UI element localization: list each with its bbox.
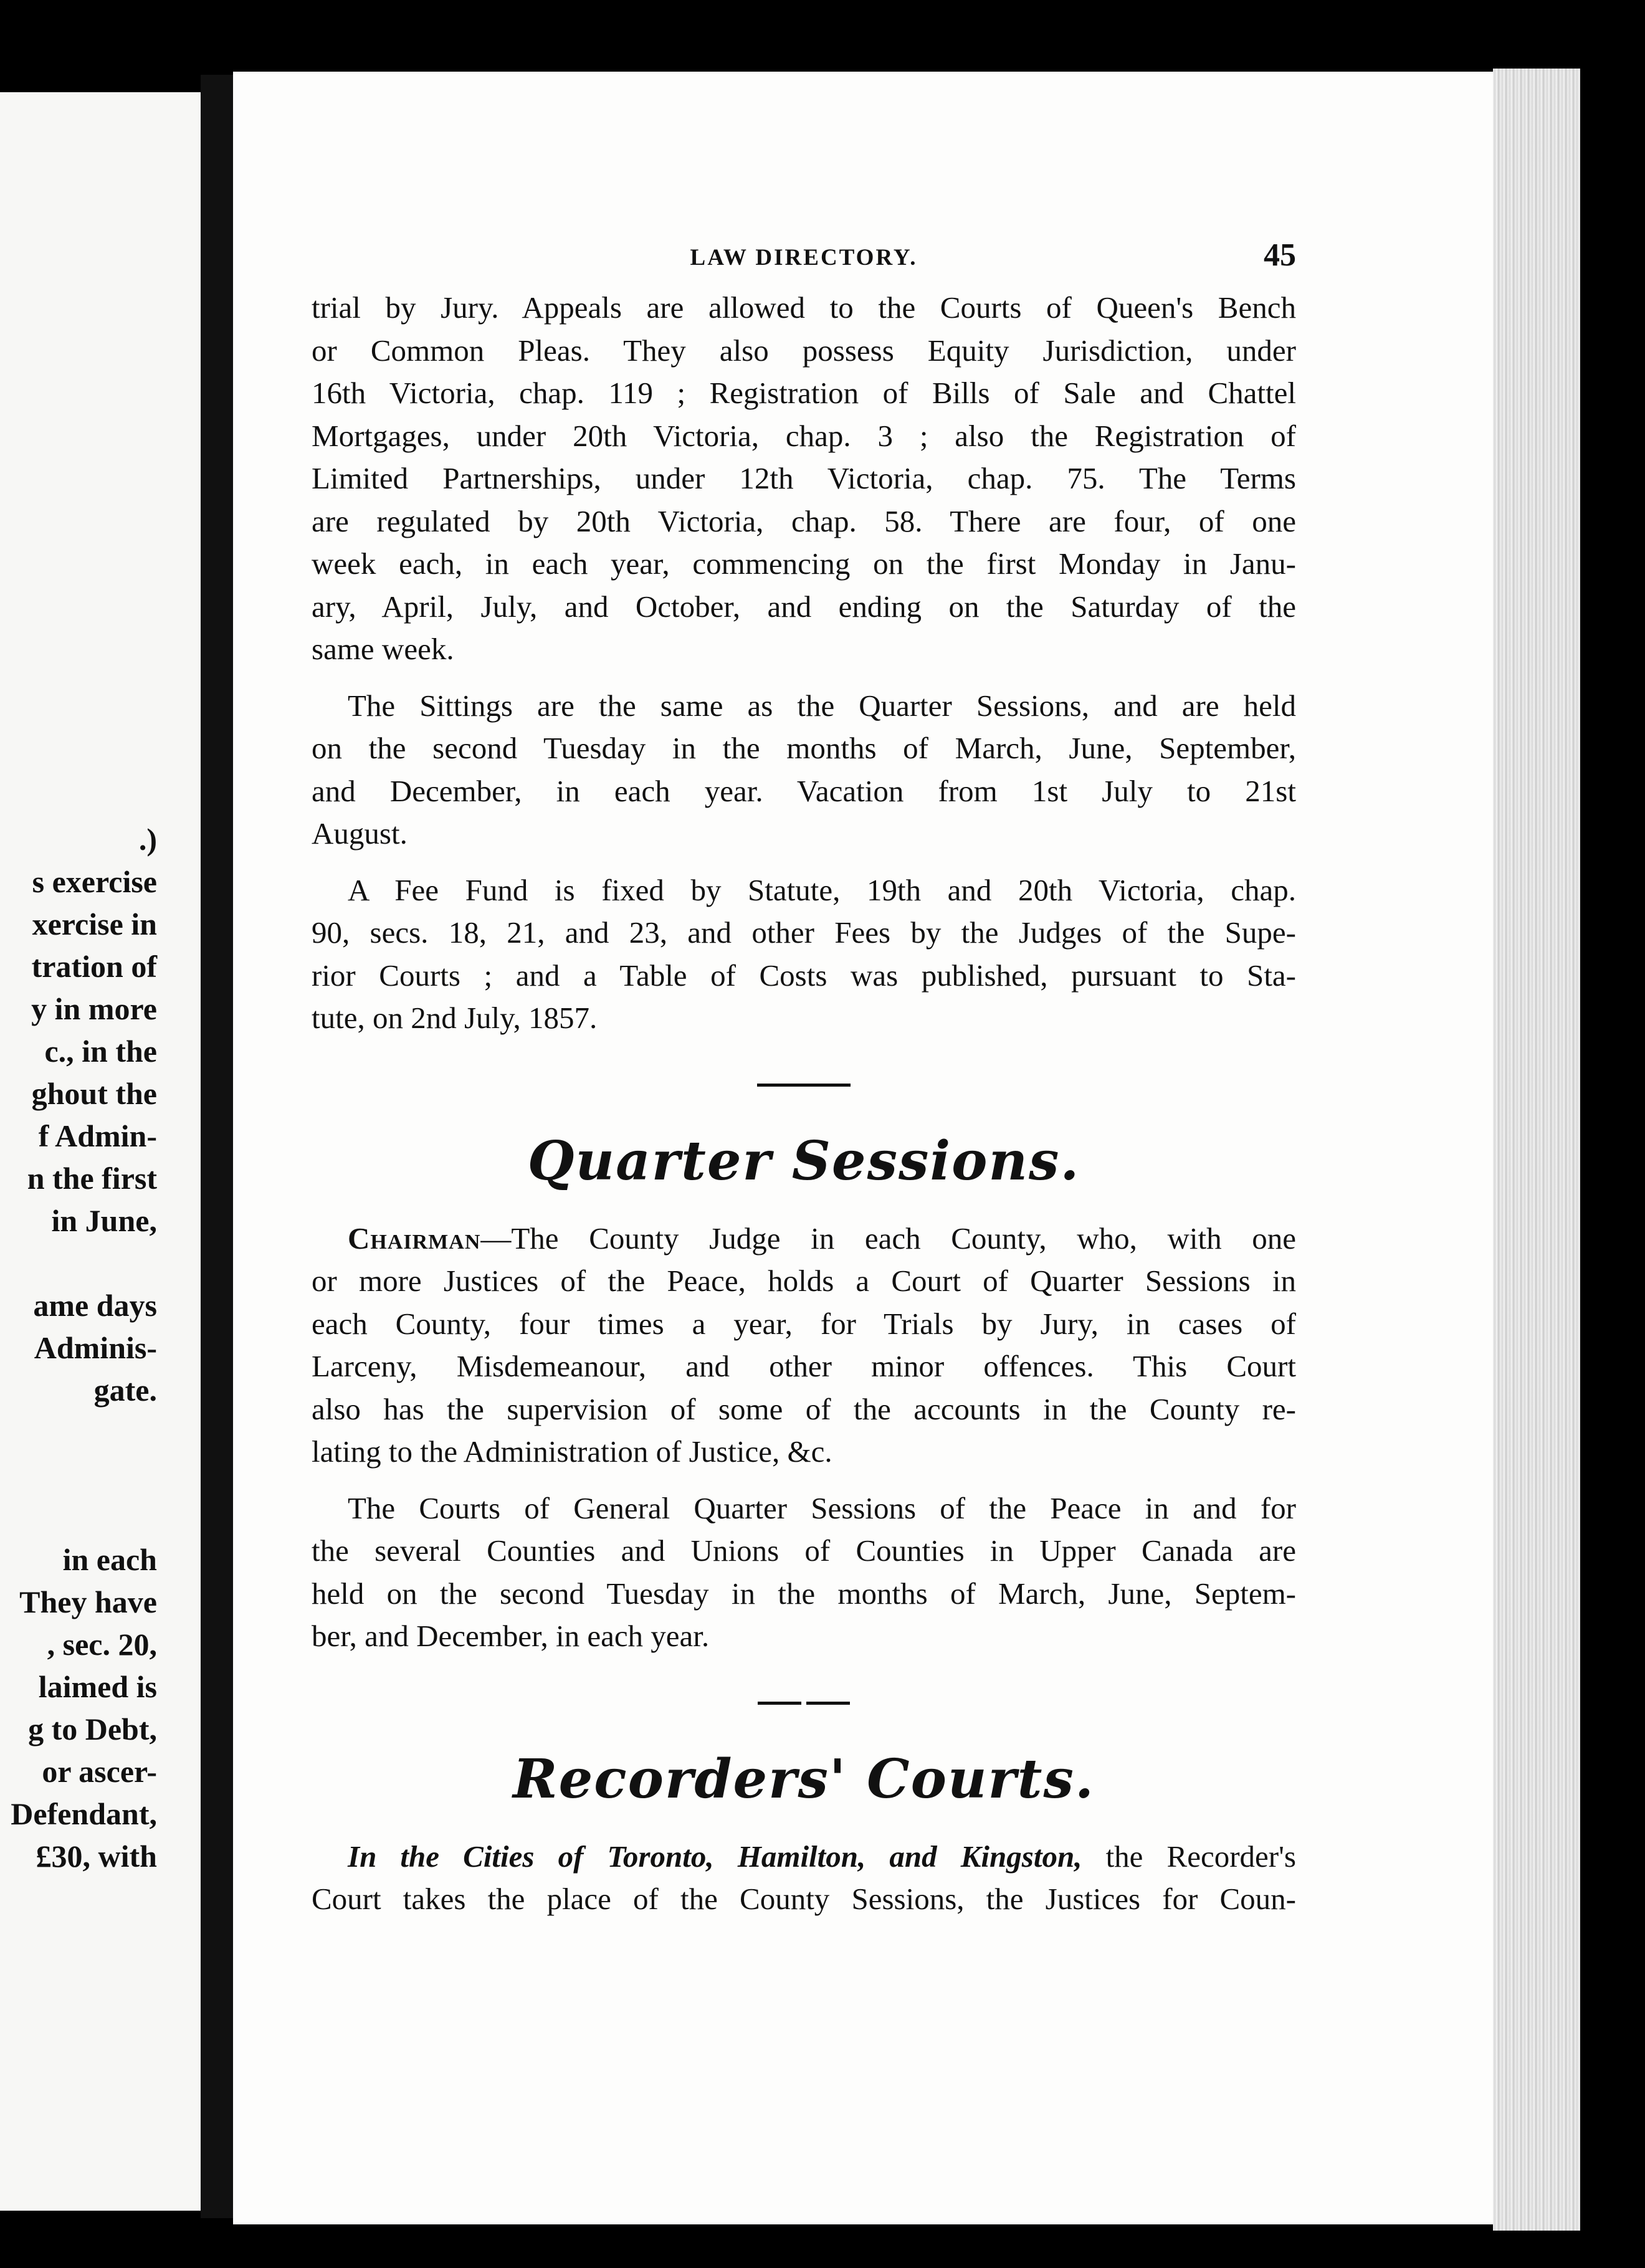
text-line <box>312 372 1296 415</box>
section-divider <box>757 1084 851 1087</box>
left-fragment-line: s exercise <box>32 864 157 899</box>
text-line-content: or Common Pleas. They also possess Equity Jurisdiction, under <box>312 333 1296 368</box>
text-line <box>312 955 1296 998</box>
left-fragment-line: gate. <box>93 1373 157 1408</box>
left-page <box>0 92 201 2211</box>
left-fragment-line <box>0 1242 157 1284</box>
paragraph-sittings <box>312 685 1296 855</box>
running-head <box>312 237 1296 287</box>
left-fragment-line: £30, with <box>36 1839 157 1874</box>
text-line-content: and December, in each year. Vacation from 1st July to 21st <box>312 773 1296 808</box>
paragraph-county-court-continuation <box>312 287 1296 671</box>
text-line-content: Mortgages, under 20th Victoria, chap. 3 ; also the Registration of <box>312 418 1296 453</box>
left-fragment-line: in June, <box>51 1203 157 1238</box>
text-line-content: Court takes the place of the County Sessions, the Justices for Coun- <box>312 1882 1296 1916</box>
text-line-content: August. <box>312 816 408 850</box>
left-fragment-line <box>0 1454 157 1496</box>
text-line-rest: the Recorder's <box>1082 1839 1296 1874</box>
running-head-title: LAW DIRECTORY. <box>690 245 918 270</box>
left-fragment-line: xercise in <box>32 907 157 941</box>
text-line-content: A Fee Fund is fixed by Statute, 19th and 20th Victoria, chap. <box>348 872 1296 907</box>
left-fragment-line: in each <box>62 1542 157 1577</box>
text-line <box>312 727 1296 770</box>
text-line <box>312 1260 1296 1303</box>
text-line-content: 90, secs. 18, 21, and 23, and other Fees by the Judges of the Supe- <box>312 915 1296 950</box>
text-line-content: ary, April, July, and October, and ending on the Saturday of the <box>312 589 1296 624</box>
paragraph-recorders <box>312 1836 1296 1921</box>
text-line-content: lating to the Administration of Justice, &c. <box>312 1434 832 1469</box>
text-line-content: the several Counties and Unions of Counties in Upper Canada are <box>312 1533 1296 1568</box>
left-fragment-line: ame days <box>33 1288 157 1323</box>
text-line-content: ber, and December, in each year. <box>312 1619 710 1653</box>
text-line <box>312 869 1296 912</box>
text-line <box>312 1615 1296 1658</box>
paragraph-lead: In the Cities of Toronto, Hamilton, and Kingston, <box>348 1839 1082 1874</box>
left-fragment-line: g to Debt, <box>28 1712 157 1746</box>
left-fragment-line: ghout the <box>31 1076 157 1111</box>
book-gutter <box>201 75 233 2218</box>
left-fragment-line: Defendant, <box>11 1796 157 1831</box>
text-line-content: 16th Victoria, chap. 119 ; Registration of Bills of Sale and Chattel <box>312 376 1296 410</box>
left-fragment-line <box>0 1411 157 1454</box>
page-text-block <box>312 237 1296 1921</box>
text-line <box>312 997 1296 1040</box>
text-line <box>312 457 1296 500</box>
text-line <box>312 1573 1296 1616</box>
text-line-rest: —The County Judge in each County, who, with one <box>480 1221 1296 1256</box>
left-fragment-line: y in more <box>31 991 157 1026</box>
text-line <box>312 1388 1296 1431</box>
paragraph-fee-fund <box>312 869 1296 1040</box>
paragraph-lead: Chairman <box>348 1221 481 1256</box>
heading-quarter-sessions: Quarter Sessions. <box>527 1129 1080 1193</box>
left-fragment-line <box>0 1496 157 1538</box>
heading-recorders-courts: Recorders' Courts. <box>513 1747 1095 1811</box>
text-line <box>312 415 1296 458</box>
text-line <box>312 287 1296 330</box>
left-fragment-line: or ascer- <box>42 1754 157 1789</box>
left-fragment-line: n the first <box>27 1161 157 1196</box>
text-line <box>312 770 1296 813</box>
text-line <box>312 685 1296 728</box>
text-line-content: tute, on 2nd July, 1857. <box>312 1001 598 1035</box>
left-page-text-fragments <box>0 818 157 1877</box>
text-line-content: held on the second Tuesday in the months of March, June, Septem- <box>312 1576 1296 1611</box>
page-stack-edge <box>1493 69 1580 2231</box>
text-line-content: The Courts of General Quarter Sessions of the Peace in and for <box>348 1490 1296 1525</box>
text-line-content: Limited Partnerships, under 12th Victoria, chap. 75. The Terms <box>312 461 1296 495</box>
text-line <box>312 1431 1296 1474</box>
paragraph-chairman <box>312 1217 1296 1474</box>
section-divider-double <box>757 1702 851 1705</box>
text-line <box>312 812 1296 855</box>
text-line <box>312 500 1296 543</box>
left-fragment-line: .) <box>138 822 157 857</box>
text-line-content: on the second Tuesday in the months of March, June, September, <box>312 731 1296 765</box>
text-line-content: week each, in each year, commencing on the first Monday in Janu- <box>312 546 1296 581</box>
left-fragment-line: , sec. 20, <box>47 1627 157 1662</box>
paragraph-general-quarter-sessions <box>312 1487 1296 1658</box>
text-line-content: also has the supervision of some of the accounts in the County re- <box>312 1391 1296 1426</box>
text-line <box>312 1530 1296 1573</box>
text-line-content: same week. <box>312 632 454 666</box>
text-line-content: each County, four times a year, for Trials by Jury, in cases of <box>312 1306 1296 1341</box>
left-fragment-line: Adminis- <box>34 1330 157 1365</box>
text-line-content: are regulated by 20th Victoria, chap. 58. There are four, of one <box>312 503 1296 538</box>
text-line <box>312 1303 1296 1346</box>
text-line-content: or more Justices of the Peace, holds a Court of Quarter Sessions in <box>312 1264 1296 1298</box>
text-line <box>312 912 1296 955</box>
text-line <box>312 1878 1296 1921</box>
text-line-content: The Sittings are the same as the Quarter Sessions, and are held <box>348 688 1296 723</box>
text-line <box>312 628 1296 671</box>
text-line <box>312 586 1296 629</box>
left-fragment-line: f Admin- <box>38 1118 157 1153</box>
text-line-content: trial by Jury. Appeals are allowed to the Courts of Queen's Bench <box>312 290 1296 325</box>
left-fragment-line: tration of <box>31 949 157 984</box>
text-line-content: rior Courts ; and a Table of Costs was published, pursuant to Sta- <box>312 958 1296 993</box>
left-fragment-line: laimed is <box>38 1669 157 1704</box>
text-line <box>312 1217 1296 1260</box>
text-line <box>312 1345 1296 1388</box>
text-line <box>312 330 1296 373</box>
left-fragment-line: c., in the <box>44 1034 157 1069</box>
page-number: 45 <box>1264 237 1296 273</box>
text-line-content: Larceny, Misdemeanour, and other minor offences. This Court <box>312 1349 1296 1383</box>
text-line <box>312 543 1296 586</box>
left-fragment-line: They have <box>19 1584 157 1619</box>
text-line <box>312 1487 1296 1530</box>
text-line <box>312 1836 1296 1879</box>
